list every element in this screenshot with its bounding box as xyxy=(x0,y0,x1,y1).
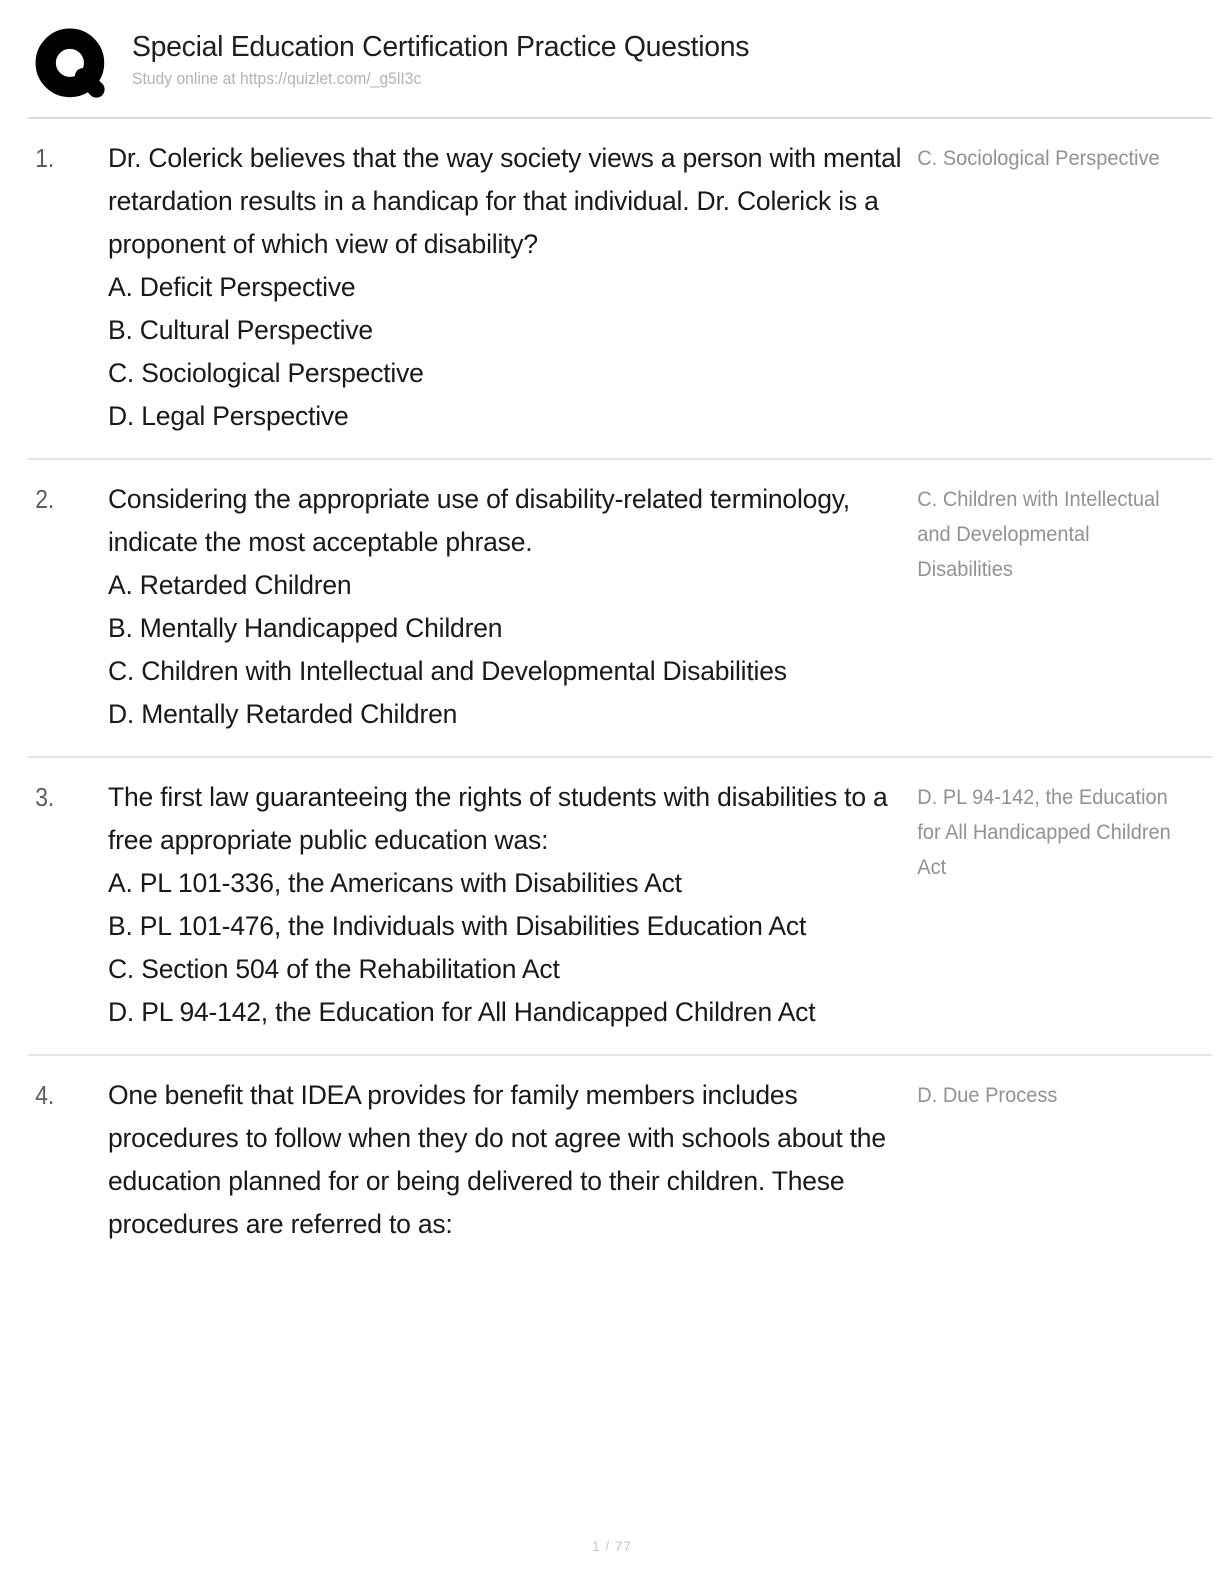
page-title: Special Education Certification Practice Questions xyxy=(132,31,750,63)
option-line: B. Cultural Perspective xyxy=(108,315,373,345)
option-line: D. Mentally Retarded Children xyxy=(108,699,458,729)
answer-text: D. Due Process xyxy=(917,1083,1058,1107)
document-header xyxy=(0,0,1224,105)
question-body xyxy=(108,478,908,736)
question-row-2 xyxy=(0,460,1224,756)
option-line: D. Legal Perspective xyxy=(108,401,349,431)
question-number: 3. xyxy=(35,782,55,812)
quizlet-q-icon xyxy=(34,27,112,105)
question-text: The first law guaranteeing the rights of students with disabilities to a free appropriate public education was: xyxy=(108,782,888,855)
question-text: Considering the appropriate use of disability-related terminology, indicate the most acceptable phrase. xyxy=(108,484,850,557)
answer-text: D. PL 94-142, the Education for All Handicapped Children Act xyxy=(917,785,1171,879)
answer-text: C. Children with Intellectual and Developmental Disabilities xyxy=(917,487,1160,581)
question-body xyxy=(108,776,908,1034)
question-row-3 xyxy=(0,758,1224,1054)
question-number: 4. xyxy=(35,1080,55,1110)
option-line: C. Section 504 of the Rehabilitation Act xyxy=(108,954,560,984)
question-row-1 xyxy=(0,119,1224,458)
question-list xyxy=(0,119,1224,1266)
page-footer xyxy=(0,1539,1224,1554)
question-text: Dr. Colerick believes that the way society views a person with mental retardation results in a handicap for that individual. Dr. Colerick is a proponent of which view of disability? xyxy=(108,143,902,259)
option-line: A. Retarded Children xyxy=(108,570,352,600)
answer-text: C. Sociological Perspective xyxy=(917,146,1160,170)
option-line: B. PL 101-476, the Individuals with Disabilities Education Act xyxy=(108,911,807,941)
option-line: C. Sociological Perspective xyxy=(108,358,424,388)
question-text: One benefit that IDEA provides for family members includes procedures to follow when they do not agree with schools about the education planned for or being delivered to their children. These procedures are referred to as: xyxy=(108,1080,886,1239)
question-row-4 xyxy=(0,1056,1224,1266)
option-line: A. PL 101-336, the Americans with Disabilities Act xyxy=(108,868,682,898)
option-line: C. Children with Intellectual and Developmental Disabilities xyxy=(108,656,787,686)
option-line: B. Mentally Handicapped Children xyxy=(108,613,503,643)
question-number: 2. xyxy=(35,484,55,514)
option-line: D. PL 94-142, the Education for All Handicapped Children Act xyxy=(108,997,816,1027)
option-line: A. Deficit Perspective xyxy=(108,272,356,302)
question-number: 1. xyxy=(35,143,55,173)
page-indicator: 1 / 77 xyxy=(592,1539,632,1554)
question-body xyxy=(108,1074,908,1246)
question-body xyxy=(108,137,908,438)
study-online-link[interactable]: Study online at https://quizlet.com/_g5lI3c xyxy=(132,70,422,88)
